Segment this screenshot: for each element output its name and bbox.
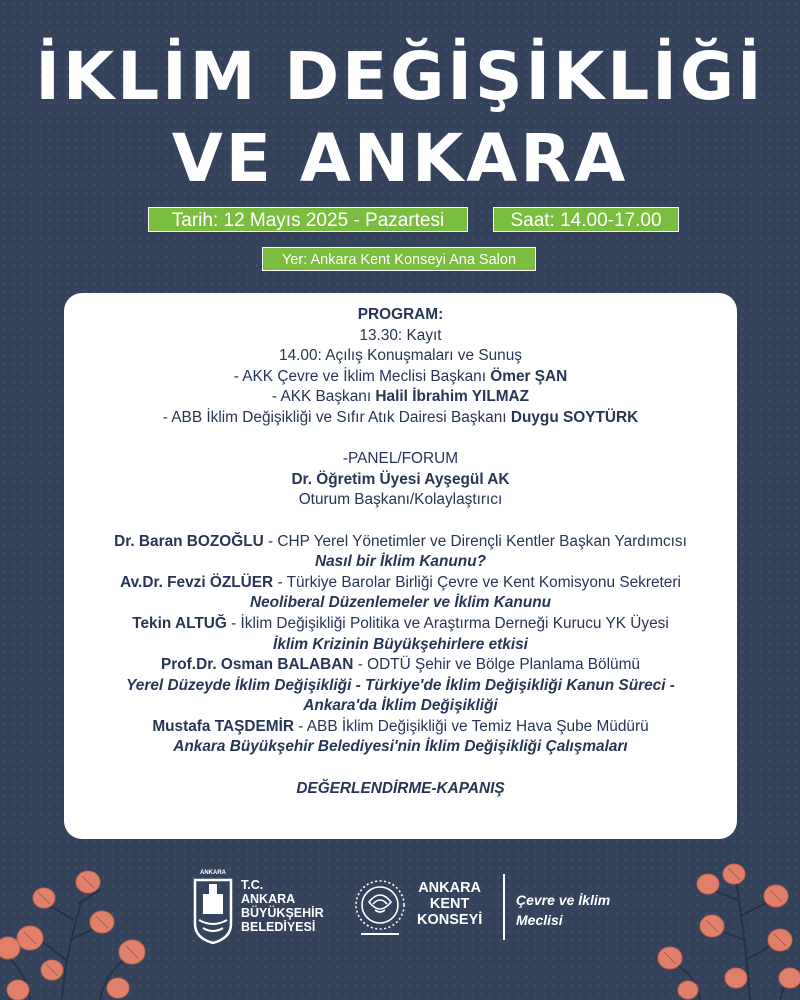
speaker-line: - ABB İklim Değişikliği ve Sıfır Atık Dairesi Başkanı Duygu SOYTÜRK xyxy=(162,408,639,426)
moderator-name: Dr. Öğretim Üyesi Ayşegül AK xyxy=(291,470,510,488)
registration-line: 13.30: Kayıt xyxy=(359,326,442,344)
program-text xyxy=(64,305,737,799)
panelist-line: Mustafa TAŞDEMİR - ABB İklim Değişikliği ve Temiz Hava Şube Müdürü xyxy=(152,717,649,735)
akk-emblem-icon xyxy=(347,874,413,940)
panelist-line: Tekin ALTUĞ - İklim Değişikliği Politika ve Araştırma Derneği Kurucu YK Üyesi xyxy=(132,614,669,632)
title-line-1: İKLİM DEĞİŞİKLİĞİ xyxy=(35,38,765,115)
panelist-line: Prof.Dr. Osman BALABAN - ODTÜ Şehir ve Bölge Planlama Bölümü xyxy=(161,656,640,674)
program-card xyxy=(64,293,737,839)
moderator-role: Oturum Başkanı/Kolaylaştırıcı xyxy=(298,491,503,509)
panelist-topic: İklim Krizinin Büyükşehirlere etkisi xyxy=(273,635,528,653)
panelist-topic: Yerel Düzeyde İklim Değişikliği - Türkiye'de İklim Değişikliği Kanun Süreci - xyxy=(126,676,675,694)
program-heading: PROGRAM: xyxy=(357,306,444,323)
panel-label: -PANEL/FORUM xyxy=(342,450,459,468)
panelist-topic: Ankara Büyükşehir Belediyesi'nin İklim Değişikliği Çalışmaları xyxy=(173,738,628,756)
closing-line: DEĞERLENDİRME-KAPANIŞ xyxy=(296,779,505,797)
speaker-line: - AKK Çevre ve İklim Meclisi Başkanı Ömer ŞAN xyxy=(233,367,568,385)
akk-logo-text: ANKARA KENT KONSEYİ xyxy=(417,880,483,928)
date-badge: Tarih: 12 Mayıs 2025 - Pazartesi xyxy=(148,207,468,232)
panelist-line: Av.Dr. Fevzi ÖZLÜER - Türkiye Barolar Birliği Çevre ve Kent Komisyonu Sekreteri xyxy=(120,573,681,591)
panelist-line: Dr. Baran BOZOĞLU - CHP Yerel Yönetimler ve Dirençli Kentler Başkan Yardımcısı xyxy=(114,532,687,550)
abb-emblem-caption: ANKARA xyxy=(200,870,226,876)
speaker-line: - AKK Başkanı Halil İbrahim YILMAZ xyxy=(271,388,530,406)
left-branch-decoration xyxy=(0,860,160,1000)
panelist-topic: Ankara'da İklim Değişikliği xyxy=(303,697,498,715)
place-badge: Yer: Ankara Kent Konseyi Ana Salon xyxy=(262,247,536,271)
panelist-topic: Nasıl bir İklim Kanunu? xyxy=(314,553,487,571)
panelist-topic: Neoliberal Düzenlemeler ve İklim Kanunu xyxy=(249,594,552,612)
time-badge: Saat: 14.00-17.00 xyxy=(493,207,679,232)
opening-line: 14.00: Açılış Konuşmaları ve Sunuş xyxy=(279,347,522,365)
abb-logo-text: T.C. ANKARA BÜYÜKŞEHİR BELEDİYESİ xyxy=(241,878,324,934)
title-line-2: VE ANKARA xyxy=(171,120,629,197)
abb-emblem-icon xyxy=(193,872,233,944)
right-branch-decoration xyxy=(640,860,800,1000)
meclis-logo-text: Çevre ve İklim Meclisi xyxy=(516,892,611,928)
logo-divider xyxy=(503,874,505,940)
